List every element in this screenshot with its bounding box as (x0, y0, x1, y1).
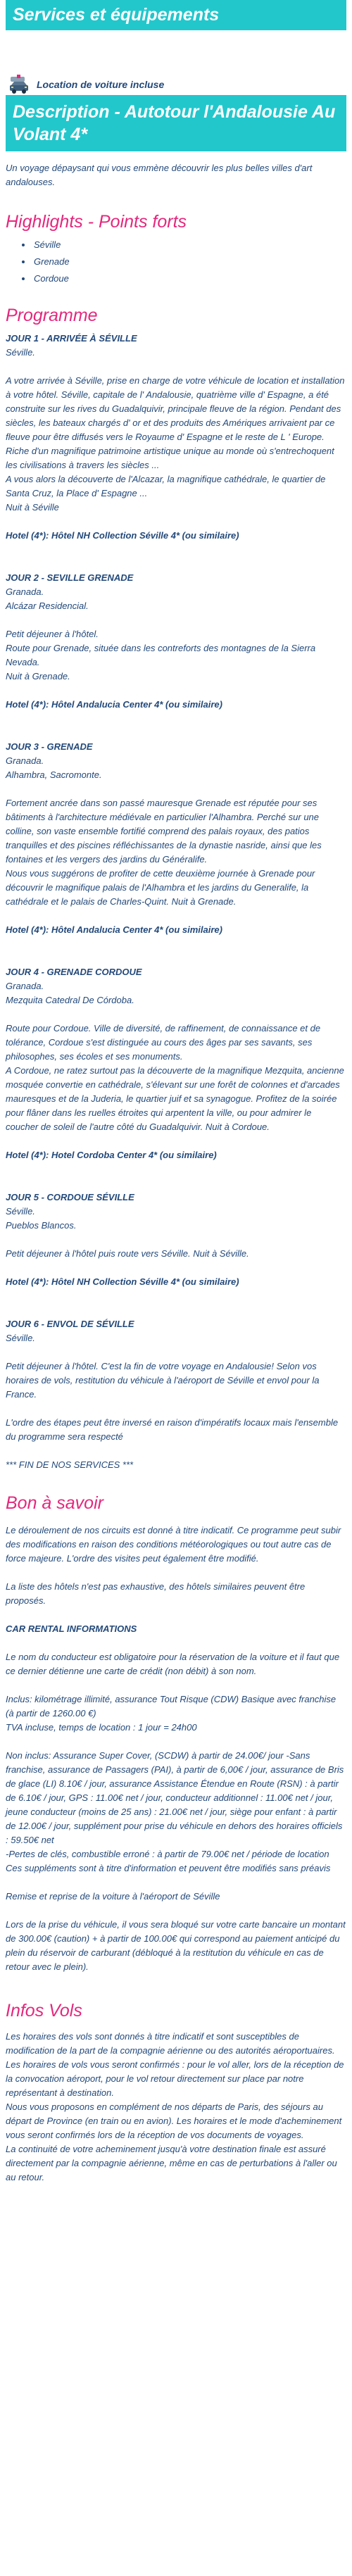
highlight-item: • Grenade (32, 253, 352, 270)
services-banner (6, 0, 346, 30)
infos-vols-text: Les horaires des vols sont donnés à titre indicatif et sont susceptibles de modification de la part de la compagnie aérienne ou des autorités aéroportuaires. Les horaires de vols vous seront confirmés : pour le vol aller, lors de la réception de la convocation aéroport, pour le vol retour directement sur place par notre représentant à destination. Nous vous proposons en complément de nos départs de Paris, des séjours au départ de Province (en train ou en avion). Les horaires et le mode d'acheminement vous seront confirmés lors de la réception de vos documents de voyages. La continuité de votre acheminement jusqu'à votre destination finale est assuré directement par la compagnie aérienne, même en cas de perturbations à l'aller ou au retour. (6, 2031, 344, 2182)
description-intro: Un voyage dépaysant qui vous emmène découvrir les plus belles villes d'art andalouses. (6, 163, 313, 187)
day-hotel: Hotel (4*): Hotel Cordoba Center 4* (ou similaire) (6, 1150, 217, 1160)
day-title: JOUR 3 - GRENADE (6, 741, 93, 752)
day-title: JOUR 4 - GRENADE CORDOUE (6, 967, 142, 977)
description-banner (6, 95, 346, 151)
infos-vols-title: Infos Vols (6, 2001, 82, 2021)
services-title: Services et équipements (13, 5, 220, 25)
bon-a-savoir-paragraph: La liste des hôtels n'est pas exhaustive, des hôtels similaires peuvent être proposés. (6, 1581, 306, 1606)
highlights-list (6, 237, 352, 287)
car-rental-not-included: Non inclus: Assurance Super Cover, (SCDW) à partir de 24.00€/ jour -Sans franchise, assurance de Passagers (PAI), à partir de 6,00€ / jour, assurance de Bris de glace (LI) 8.10€ / jour, assurance Assistance Étendue en Route (RSN) : à partir de 6.10€ / jour, GPS : 11.00€ net / jour, conducteur additionnel : 11.00€ net / jour, jeune conducteur (moins de 25 ans) : 21.00€ net / jour, siège pour enfant : à partir de 12.00€ / jour, supplément pour prise du véhicule en dehors des horaires officiels : 59.50€ net -Pertes de clés, combustible erroné : à partir de 79.00€ net / période de location Ces suppléments sont à titre d'information et peuvent être modifiés sans préavis (6, 1750, 344, 1873)
day-text: Petit déjeuner à l'hôtel. C'est la fin de votre voyage en Andalousie! Selon vos horaires de vols, restitution du véhicule à l'aéroport de Séville et envol pour la France. L'ordre des étapes peut être inversé en raison d'impératifs locaux mais l'ensemble du programme sera respecté *** FIN DE NOS SERVICES *** (6, 1361, 339, 1470)
day-hotel: Hotel (4*): Hôtel Andalucia Center 4* (ou similaire) (6, 924, 222, 935)
day-place: Granada. Alhambra, Sacromonte. (6, 755, 102, 780)
day-text: Fortement ancrée dans son passé mauresque Grenade est réputée pour ses bâtiments à l'architecture médiévale en particulier l'Alhambra. Perché sur une colline, son vaste ensemble fortifié comprend des palais royaux, des patios tranquilles et des piscines réfléchissantes de la dynastie nasride, ainsi que les fontaines et les vergers des jardins du Généralife. Nous vous suggérons de profiter de cette deuxième journée à Grenade pour découvrir le magnifique palais de l'Alhambra et les jardins du Generalife, la cathédrale et le palais de Charles-Quint. Nuit à Grenade. (6, 798, 322, 907)
day-title: JOUR 2 - SEVILLE GRENADE (6, 572, 134, 583)
day-place: Granada. Alcázar Residencial. (6, 586, 89, 611)
highlight-item: • Séville (32, 237, 352, 253)
day-title: JOUR 6 - ENVOL DE SÉVILLE (6, 1319, 134, 1329)
car-rental-deposit: Lors de la prise du véhicule, il vous sera bloqué sur votre carte bancaire un montant de 300.00€ (caution) + à partir de 100.00€ qui correspond au paiement anticipé du plein du réservoir de carburant (débloqué à la restitution du véhicule en cas de retour avec le plein). (6, 1919, 346, 1972)
bon-a-savoir-paragraph: Le déroulement de nos circuits est donné à titre indicatif. Ce programme peut subir des modifications en raison des conditions météorologiques ou tout autre cas de force majeure. L'ordre des visites peut également être modifié. (6, 1525, 341, 1564)
day-text: A votre arrivée à Séville, prise en charge de votre véhicule de location et installation à votre hôtel. Séville, capitale de l' Andalousie, quatrième ville d' Espagne, a été construite sur les rives du Guadalquivir, principale fleuve de la région. Pendant des siècles, les bateaux chargés d' or et des produits des Amériques arrivaient par ce fleuve pour être diffusés vers le Royaume d' Espagne et le reste de L ' Europe. Riche d'un magnifique patrimoine artistique unique au monde où s'entrechoquent les civilisations à travers les siècles ... A vous alors la découverte de l'Alcazar, la magnifique cathédrale, le quartier de Santa Cruz, la Place d' Espagne ... Nuit à Séville (6, 375, 345, 513)
day-title: JOUR 5 - CORDOUE SÉVILLE (6, 1192, 134, 1202)
infos-vols-body (6, 2030, 346, 2185)
car-rental-title: CAR RENTAL INFORMATIONS (6, 1623, 137, 1634)
bon-a-savoir-body (6, 1523, 346, 1974)
car-rental-paragraph: Le nom du conducteur est obligatoire pour la réservation de la voiture et il faut que ce dernier détienne une carte de crédit (non débit) à son nom. (6, 1652, 340, 1676)
day-title: JOUR 1 - ARRIVÉE À SÉVILLE (6, 333, 137, 344)
service-label: Location de voiture incluse (37, 79, 165, 90)
day-hotel: Hotel (4*): Hôtel NH Collection Séville 4* (ou similaire) (6, 530, 239, 541)
programme-body (6, 326, 346, 1472)
day-place: Séville. (6, 1333, 35, 1343)
day-hotel: Hotel (4*): Hôtel NH Collection Séville 4* (ou similaire) (6, 1276, 239, 1287)
highlights-title: Highlights - Points forts (6, 212, 187, 232)
day-place: Séville. Pueblos Blancos. (6, 1206, 77, 1231)
day-text: Petit déjeuner à l'hôtel. Route pour Grenade, située dans les contreforts des montagnes de la Sierra Nevada. Nuit à Grenade. (6, 629, 316, 681)
day-hotel: Hotel (4*): Hôtel Andalucia Center 4* (ou similaire) (6, 699, 222, 710)
highlight-item: • Cordoue (32, 270, 352, 287)
programme-title: Programme (6, 306, 98, 325)
car-rental-pickup: Remise et reprise de la voiture à l'aéroport de Séville (6, 1891, 220, 1902)
day-place: Granada. Mezquita Catedral De Córdoba. (6, 981, 134, 1005)
day-text: Petit déjeuner à l'hôtel puis route vers Séville. Nuit à Séville. (6, 1248, 249, 1259)
bon-a-savoir-title: Bon à savoir (6, 1493, 103, 1513)
day-text: Route pour Cordoue. Ville de diversité, de raffinement, de connaissance et de tolérance, Cordoue s'est distinguée au cours des âges par ses savants, ses philosophes, ses écoles et ses monuments. A Cordoue, ne ratez surtout pas la découverte de la magnifique Mezquita, ancienne mosquée convertie en cathédrale, s'élevant sur une forêt de colonnes et d'arcades mauresques et de la Juderia, le quartier juif et sa synagogue. Profitez de la soirée pour flâner dans les ruelles étroites qui arpentent la ville, ou pour admirer le coucher de soleil de l'autre côté du Guadalquivir. Nuit à Cordoue. (6, 1023, 344, 1132)
day-place: Séville. (6, 347, 35, 358)
service-item (6, 69, 164, 100)
description-title: Description - Autotour l'Andalousie Au Volant 4* (13, 102, 336, 144)
car-rental-included: Inclus: kilométrage illimité, assurance Tout Risque (CDW) Basique avec franchise (à partir de 1260.00 €) TVA incluse, temps de location : 1 jour = 24h00 (6, 1694, 337, 1733)
car-rental-icon (8, 74, 30, 95)
